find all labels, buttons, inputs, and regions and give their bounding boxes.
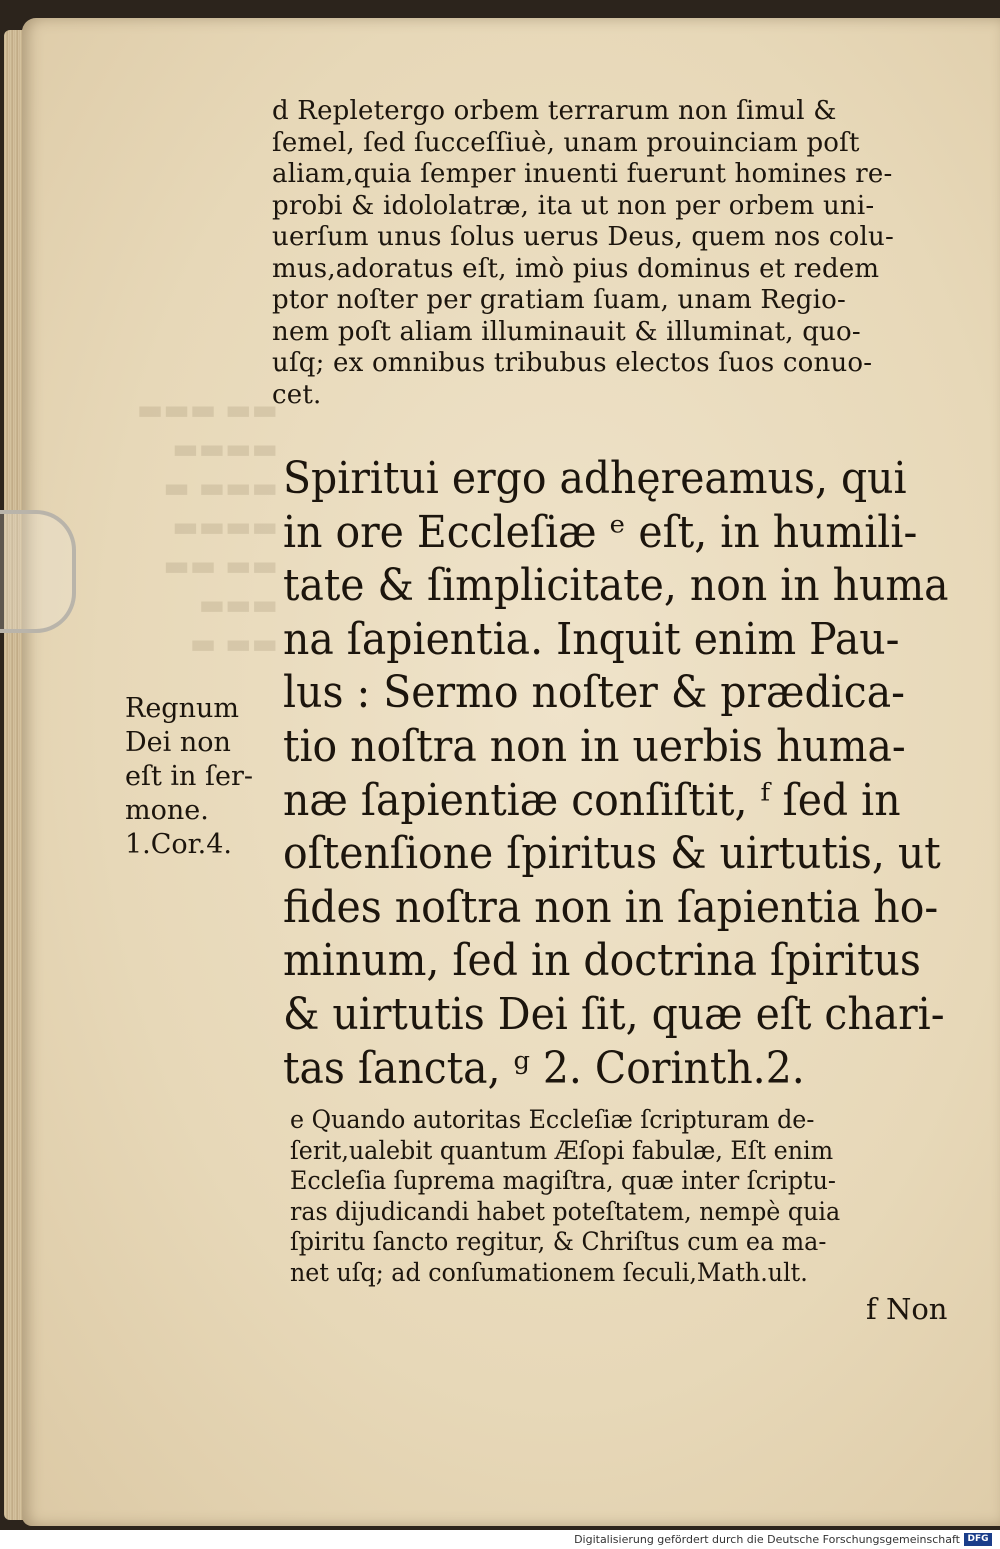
marginal-note-line: eſt in ſer- [125, 761, 254, 792]
note-bottom-line: e Quando autoritas Eccleſiæ ſcripturam de- [290, 1105, 815, 1134]
main-text-line: Spiritui ergo adhęreamus, qui [283, 453, 907, 504]
note-top-line: aliam,quia ſemper inuenti fuerunt homines re- [272, 159, 893, 189]
marginal-note-line: Dei non [125, 727, 231, 758]
note-top-line: uerſum unus ſolus uerus Deus, quem nos colu- [272, 222, 894, 252]
main-text-line: minum, ſed in doctrina ſpiritus [283, 935, 921, 987]
marginal-note-line: Regnum [125, 693, 239, 724]
catchword: f Non [866, 1292, 948, 1326]
note-top-line: d Repletergo orbem terrarum non ſimul & [272, 96, 837, 126]
main-text-line: in ore Eccleſiæ ᵉ eſt, in humili- [283, 506, 918, 558]
note-bottom [290, 1105, 950, 1288]
main-text-line: tio noſtra non in uerbis huma- [283, 720, 906, 772]
main-text-line: tate & ſimplicitate, non in huma [283, 560, 949, 612]
note-bottom-line: ſpiritu ſancto regitur, & Chriſtus cum ea ma- [290, 1227, 827, 1256]
main-text [283, 452, 949, 1095]
paper-clip [0, 510, 76, 633]
note-bottom-line: ſerit,ualebit quantum Æſopi fabulæ, Eſt enim [290, 1135, 834, 1165]
main-text-line: lus : Sermo noſter & prædica- [283, 667, 905, 719]
note-bottom-line: net uſq; ad conſumationem ſeculi,Math.ult. [290, 1257, 808, 1287]
note-top-line: cet. [272, 379, 322, 410]
note-top-line: ſemel, ſed ſucceſſiuè, unam prouinciam poſt [272, 127, 860, 158]
note-top-line: probi & idololatræ, ita ut non per orbem uni- [272, 190, 875, 221]
note-top-line: mus,adoratus eſt, imò pius dominus et redem [272, 253, 880, 284]
marginal-note [125, 692, 265, 862]
marginal-note-line: mone. [125, 795, 209, 826]
bleed-through-text: ▬▬ ▬▬▬ ▬▬▬▬ ▬▬▬ ▬ ▬▬▬▬ ▬▬ ▬▬ ▬▬▬ ▬▬ ▬ [136, 393, 278, 660]
main-text-line: fides noſtra non in ſapientia ho- [283, 881, 939, 933]
marginal-note-line: 1.Cor.4. [125, 829, 232, 860]
dfg-logo[interactable]: DFG [964, 1533, 992, 1546]
note-top-line: ptor noſter per gratiam ſuam, unam Regio- [272, 285, 846, 315]
note-top [272, 96, 932, 411]
footer-credit: Digitalisierung gefördert durch die Deutsche Forschungsgemeinschaft [574, 1533, 960, 1546]
main-text-line: na ſapientia. Inquit enim Pau- [283, 613, 900, 665]
note-top-line: nem poſt aliam illuminauit & illuminat, quo- [272, 316, 861, 347]
main-text-line: næ ſapientiæ conſiſtit, ᶠ ſed in [283, 774, 901, 826]
note-top-line: uſq; ex omnibus tribubus electos ſuos conuo- [272, 348, 873, 378]
main-text-line: oſtenſione ſpiritus & uirtutis, ut [283, 828, 941, 880]
note-bottom-line: ras dijudicandi habet poteſtatem, nempè quia [290, 1196, 841, 1226]
note-bottom-line: Eccleſia ſuprema magiſtra, quæ inter ſcriptu- [290, 1166, 836, 1195]
footer-bar [0, 1530, 1000, 1549]
main-text-line: & uirtutis Dei ſit, quæ eſt chari- [283, 988, 945, 1040]
main-text-line: tas ſancta, ᵍ 2. Corinth.2. [283, 1042, 805, 1094]
